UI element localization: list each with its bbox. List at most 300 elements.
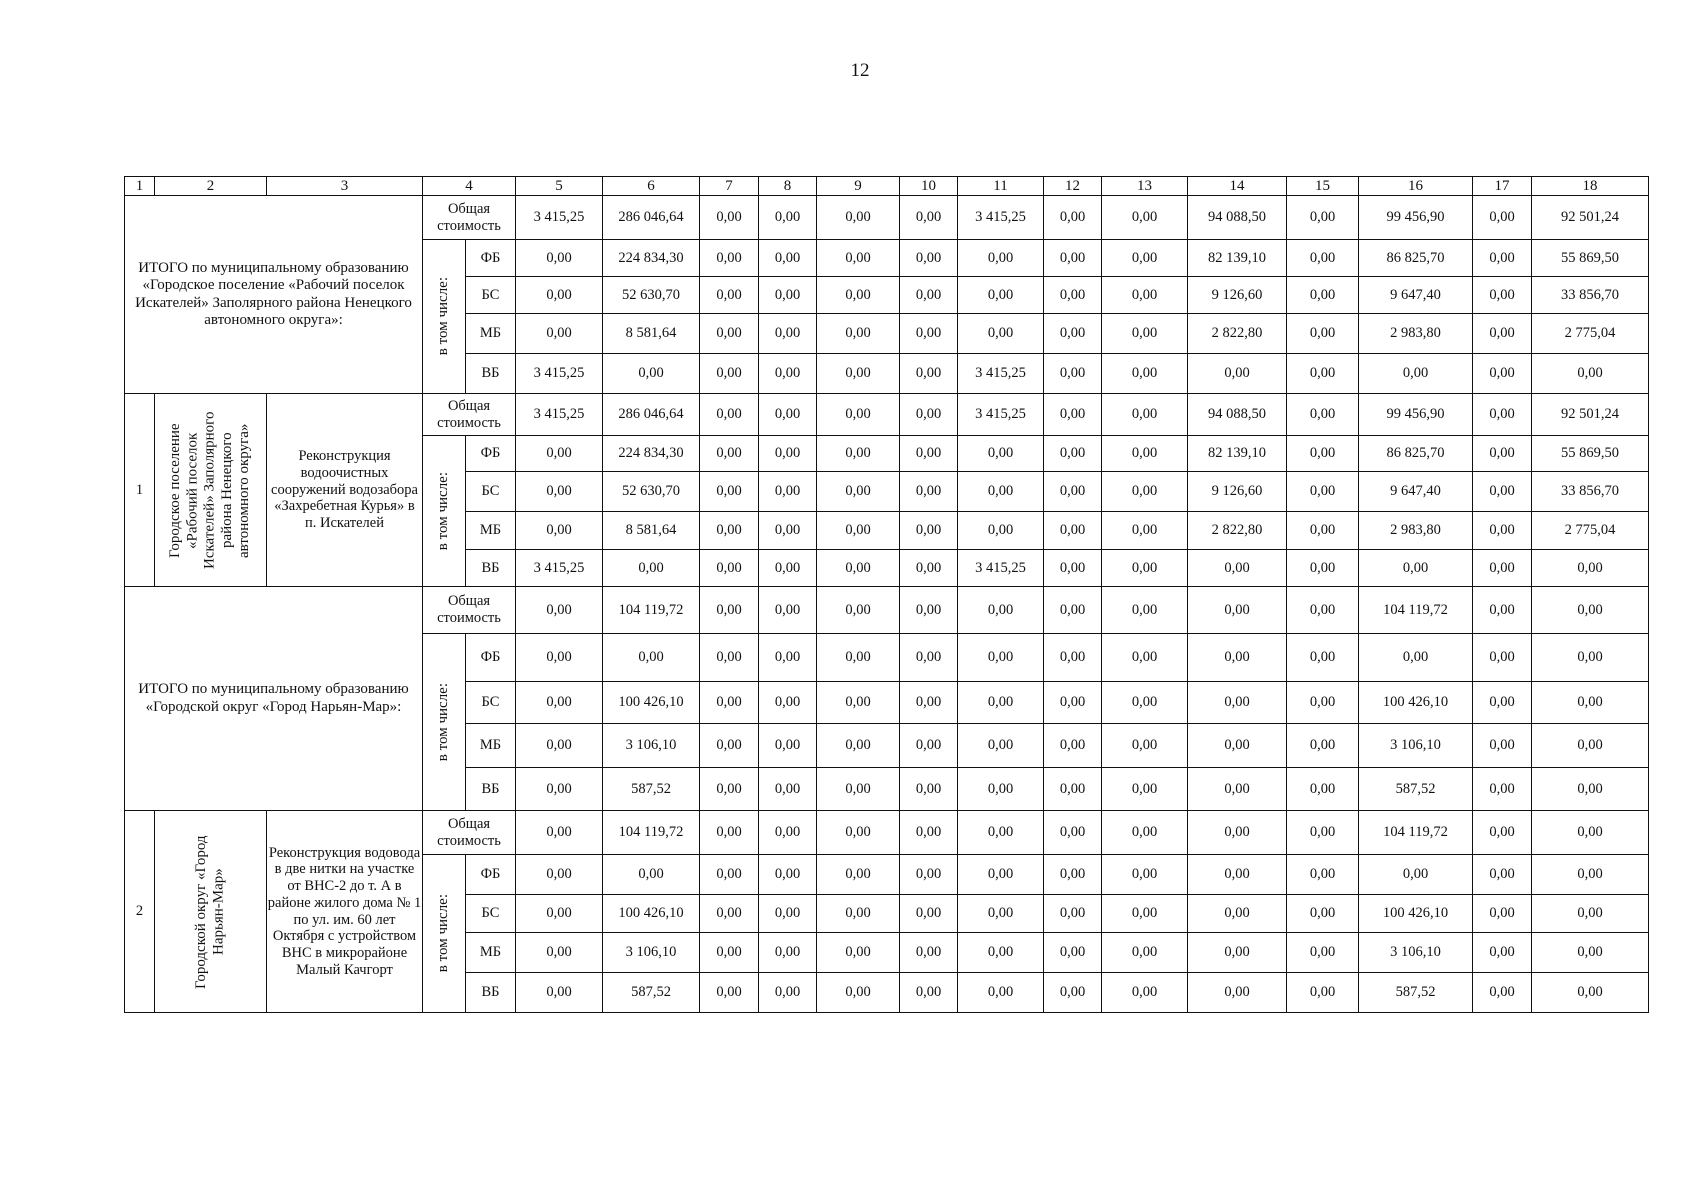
- column-number: 15: [1287, 177, 1359, 196]
- value-cell: 0,00: [1287, 973, 1359, 1013]
- value-cell: 0,00: [759, 196, 817, 240]
- value-cell: 0,00: [958, 973, 1044, 1013]
- value-cell: 0,00: [1532, 855, 1649, 895]
- value-cell: 0,00: [1532, 768, 1649, 811]
- value-cell: 0,00: [817, 354, 900, 394]
- value-cell: 0,00: [759, 768, 817, 811]
- value-cell: 100 426,10: [603, 895, 700, 933]
- column-number: 12: [1044, 177, 1102, 196]
- value-cell: 0,00: [1473, 512, 1532, 550]
- funding-source-label: ВБ: [466, 768, 516, 811]
- value-cell: 0,00: [817, 436, 900, 472]
- item-municipality: [155, 394, 267, 587]
- column-number-row: [125, 177, 1649, 196]
- value-cell: 100 426,10: [603, 682, 700, 724]
- column-number: 17: [1473, 177, 1532, 196]
- value-cell: 0,00: [1287, 472, 1359, 512]
- value-cell: 0,00: [1044, 587, 1102, 634]
- value-cell: 0,00: [1044, 724, 1102, 768]
- item-number: 2: [125, 811, 155, 1013]
- value-cell: 2 983,80: [1359, 512, 1473, 550]
- value-cell: 0,00: [700, 196, 759, 240]
- value-cell: 0,00: [1188, 550, 1287, 587]
- value-cell: 0,00: [759, 472, 817, 512]
- value-cell: 587,52: [1359, 973, 1473, 1013]
- value-cell: 0,00: [700, 314, 759, 354]
- value-cell: 0,00: [900, 973, 958, 1013]
- value-cell: 0,00: [1473, 196, 1532, 240]
- value-cell: 0,00: [1359, 634, 1473, 682]
- value-cell: 0,00: [700, 682, 759, 724]
- value-cell: 0,00: [1287, 895, 1359, 933]
- value-cell: 0,00: [900, 354, 958, 394]
- value-cell: 3 415,25: [516, 394, 603, 436]
- value-cell: 9 647,40: [1359, 277, 1473, 314]
- value-cell: 0,00: [817, 895, 900, 933]
- including-label-wrap: [423, 241, 465, 393]
- value-cell: 0,00: [900, 314, 958, 354]
- value-cell: 104 119,72: [1359, 811, 1473, 855]
- value-cell: 92 501,24: [1532, 394, 1649, 436]
- value-cell: 0,00: [1188, 768, 1287, 811]
- value-cell: 0,00: [900, 634, 958, 682]
- value-cell: 0,00: [1102, 933, 1188, 973]
- budget-table: [124, 176, 1649, 1013]
- value-cell: 0,00: [1359, 354, 1473, 394]
- value-cell: 0,00: [817, 973, 900, 1013]
- value-cell: 0,00: [1287, 933, 1359, 973]
- value-cell: 0,00: [1473, 724, 1532, 768]
- value-cell: 587,52: [603, 973, 700, 1013]
- value-cell: 0,00: [1287, 768, 1359, 811]
- value-cell: 0,00: [1473, 354, 1532, 394]
- value-cell: 0,00: [958, 277, 1044, 314]
- value-cell: 0,00: [1287, 240, 1359, 277]
- value-cell: 0,00: [1532, 895, 1649, 933]
- value-cell: 0,00: [1473, 240, 1532, 277]
- value-cell: 0,00: [1044, 240, 1102, 277]
- value-cell: 0,00: [700, 512, 759, 550]
- value-cell: 0,00: [1102, 436, 1188, 472]
- value-cell: 0,00: [603, 855, 700, 895]
- value-cell: 0,00: [759, 973, 817, 1013]
- value-cell: 0,00: [900, 895, 958, 933]
- value-cell: 3 415,25: [516, 196, 603, 240]
- value-cell: 0,00: [817, 682, 900, 724]
- value-cell: 0,00: [900, 811, 958, 855]
- item-description: Реконструкция водовода в две нитки на участке от ВНС-2 до т. А в районе жилого дома № 1 по ул. им. 60 лет Октября с устройством ВНС в микрорайоне Малый Качгорт: [267, 811, 423, 1013]
- value-cell: 0,00: [700, 277, 759, 314]
- value-cell: 99 456,90: [1359, 196, 1473, 240]
- value-cell: 0,00: [603, 354, 700, 394]
- value-cell: 0,00: [700, 436, 759, 472]
- budget-table-body: [125, 177, 1649, 1013]
- value-cell: 0,00: [900, 933, 958, 973]
- value-cell: 0,00: [1044, 634, 1102, 682]
- value-cell: 92 501,24: [1532, 196, 1649, 240]
- value-cell: 0,00: [700, 394, 759, 436]
- value-cell: 286 046,64: [603, 196, 700, 240]
- value-cell: 0,00: [817, 277, 900, 314]
- value-cell: 3 415,25: [958, 354, 1044, 394]
- value-cell: 2 822,80: [1188, 314, 1287, 354]
- column-number: 2: [155, 177, 267, 196]
- value-cell: 0,00: [1102, 394, 1188, 436]
- value-cell: 0,00: [516, 855, 603, 895]
- item-description: Реконструкция водоочистных сооружений водозабора «Захребетная Курья» в п. Искателей: [267, 394, 423, 587]
- value-cell: 0,00: [1102, 196, 1188, 240]
- value-cell: 0,00: [900, 768, 958, 811]
- value-cell: 0,00: [516, 587, 603, 634]
- value-cell: 3 415,25: [958, 394, 1044, 436]
- value-cell: 0,00: [516, 724, 603, 768]
- value-cell: 100 426,10: [1359, 895, 1473, 933]
- value-cell: 0,00: [1044, 682, 1102, 724]
- value-cell: 3 106,10: [1359, 724, 1473, 768]
- item-municipality-text: Городское поселение «Рабочий поселок Искателей» Заполярного района Ненецкого автономного округа»: [167, 411, 253, 569]
- value-cell: 0,00: [1287, 811, 1359, 855]
- value-cell: 0,00: [1102, 550, 1188, 587]
- value-cell: 0,00: [1532, 682, 1649, 724]
- funding-source-label: ФБ: [466, 634, 516, 682]
- column-number: 16: [1359, 177, 1473, 196]
- value-cell: 0,00: [1188, 973, 1287, 1013]
- value-cell: 0,00: [817, 512, 900, 550]
- value-cell: 0,00: [700, 855, 759, 895]
- value-cell: 55 869,50: [1532, 436, 1649, 472]
- value-cell: 587,52: [1359, 768, 1473, 811]
- value-cell: 0,00: [759, 277, 817, 314]
- value-cell: 0,00: [1287, 634, 1359, 682]
- item-municipality: [155, 811, 267, 1013]
- value-cell: 0,00: [1473, 394, 1532, 436]
- value-cell: 9 126,60: [1188, 277, 1287, 314]
- value-cell: 0,00: [516, 933, 603, 973]
- value-cell: 55 869,50: [1532, 240, 1649, 277]
- funding-source-label: ФБ: [466, 240, 516, 277]
- column-number: 9: [817, 177, 900, 196]
- value-cell: 0,00: [958, 436, 1044, 472]
- value-cell: 587,52: [603, 768, 700, 811]
- including-label-text: в том числе:: [435, 682, 452, 762]
- value-cell: 0,00: [1188, 855, 1287, 895]
- value-cell: 0,00: [700, 587, 759, 634]
- value-cell: 82 139,10: [1188, 436, 1287, 472]
- value-cell: 0,00: [603, 634, 700, 682]
- value-cell: 0,00: [1287, 196, 1359, 240]
- value-cell: 0,00: [1287, 587, 1359, 634]
- value-cell: 0,00: [1102, 240, 1188, 277]
- value-cell: 8 581,64: [603, 314, 700, 354]
- value-cell: 0,00: [1287, 682, 1359, 724]
- value-cell: 0,00: [958, 855, 1044, 895]
- value-cell: 0,00: [958, 895, 1044, 933]
- value-cell: 0,00: [1473, 314, 1532, 354]
- value-cell: 0,00: [1102, 512, 1188, 550]
- value-cell: 0,00: [1102, 811, 1188, 855]
- value-cell: 0,00: [759, 587, 817, 634]
- value-cell: 0,00: [1102, 973, 1188, 1013]
- value-cell: 0,00: [759, 682, 817, 724]
- value-cell: 0,00: [1044, 436, 1102, 472]
- funding-source-label: ВБ: [466, 354, 516, 394]
- total-cost-label: Общая стоимость: [423, 196, 516, 240]
- value-cell: 0,00: [1532, 634, 1649, 682]
- value-cell: 0,00: [1188, 634, 1287, 682]
- funding-source-label: ВБ: [466, 973, 516, 1013]
- total-row: [125, 587, 1649, 634]
- column-number: 5: [516, 177, 603, 196]
- value-cell: 0,00: [700, 724, 759, 768]
- value-cell: 0,00: [817, 472, 900, 512]
- value-cell: 0,00: [1044, 196, 1102, 240]
- value-cell: 0,00: [1102, 895, 1188, 933]
- value-cell: 0,00: [1188, 587, 1287, 634]
- value-cell: 0,00: [1188, 354, 1287, 394]
- value-cell: 0,00: [900, 472, 958, 512]
- value-cell: 0,00: [700, 768, 759, 811]
- value-cell: 0,00: [1044, 933, 1102, 973]
- value-cell: 0,00: [1287, 550, 1359, 587]
- value-cell: 0,00: [516, 634, 603, 682]
- value-cell: 0,00: [516, 811, 603, 855]
- funding-source-label: ФБ: [466, 436, 516, 472]
- funding-source-label: МБ: [466, 314, 516, 354]
- value-cell: 0,00: [516, 512, 603, 550]
- value-cell: 0,00: [1044, 277, 1102, 314]
- value-cell: 0,00: [1473, 472, 1532, 512]
- value-cell: 0,00: [958, 724, 1044, 768]
- value-cell: 0,00: [817, 724, 900, 768]
- value-cell: 0,00: [516, 277, 603, 314]
- value-cell: 0,00: [1473, 895, 1532, 933]
- value-cell: 0,00: [958, 634, 1044, 682]
- value-cell: 0,00: [1473, 634, 1532, 682]
- total-cost-label: Общая стоимость: [423, 811, 516, 855]
- value-cell: 94 088,50: [1188, 394, 1287, 436]
- value-cell: 0,00: [1287, 855, 1359, 895]
- value-cell: 104 119,72: [603, 811, 700, 855]
- column-number: 13: [1102, 177, 1188, 196]
- including-label-wrap: [423, 635, 465, 810]
- value-cell: 0,00: [1473, 768, 1532, 811]
- value-cell: 0,00: [1044, 811, 1102, 855]
- value-cell: 0,00: [700, 550, 759, 587]
- including-label-text: в том числе:: [435, 277, 452, 356]
- value-cell: 0,00: [759, 240, 817, 277]
- value-cell: 0,00: [1102, 768, 1188, 811]
- value-cell: 0,00: [1287, 724, 1359, 768]
- value-cell: 0,00: [759, 724, 817, 768]
- column-number: 14: [1188, 177, 1287, 196]
- value-cell: 0,00: [1473, 550, 1532, 587]
- value-cell: 0,00: [759, 895, 817, 933]
- value-cell: 104 119,72: [603, 587, 700, 634]
- value-cell: 0,00: [1044, 394, 1102, 436]
- value-cell: 0,00: [516, 895, 603, 933]
- value-cell: 0,00: [817, 587, 900, 634]
- funding-source-label: МБ: [466, 933, 516, 973]
- value-cell: 0,00: [1102, 314, 1188, 354]
- value-cell: 0,00: [1188, 682, 1287, 724]
- value-cell: 94 088,50: [1188, 196, 1287, 240]
- value-cell: 0,00: [900, 724, 958, 768]
- value-cell: 3 106,10: [603, 933, 700, 973]
- value-cell: 2 775,04: [1532, 314, 1649, 354]
- value-cell: 0,00: [1044, 472, 1102, 512]
- funding-source-label: БС: [466, 472, 516, 512]
- value-cell: 0,00: [700, 811, 759, 855]
- value-cell: 0,00: [1359, 855, 1473, 895]
- including-label-text: в том числе:: [435, 894, 452, 973]
- column-number: 1: [125, 177, 155, 196]
- value-cell: 0,00: [900, 855, 958, 895]
- column-number: 6: [603, 177, 700, 196]
- value-cell: 52 630,70: [603, 472, 700, 512]
- value-cell: 0,00: [817, 768, 900, 811]
- value-cell: 0,00: [1044, 314, 1102, 354]
- municipality-total-title: ИТОГО по муниципальному образованию «Городской округ «Город Нарьян-Мар»:: [125, 587, 423, 811]
- value-cell: 52 630,70: [603, 277, 700, 314]
- value-cell: 0,00: [1188, 811, 1287, 855]
- value-cell: 286 046,64: [603, 394, 700, 436]
- value-cell: 0,00: [516, 240, 603, 277]
- value-cell: 0,00: [1044, 855, 1102, 895]
- value-cell: 3 415,25: [958, 550, 1044, 587]
- value-cell: 3 415,25: [958, 196, 1044, 240]
- value-cell: 0,00: [1102, 855, 1188, 895]
- value-cell: 0,00: [759, 855, 817, 895]
- value-cell: 0,00: [1188, 895, 1287, 933]
- value-cell: 3 415,25: [516, 354, 603, 394]
- value-cell: 0,00: [759, 354, 817, 394]
- funding-source-label: ВБ: [466, 550, 516, 587]
- value-cell: 0,00: [817, 314, 900, 354]
- including-label: [423, 634, 466, 811]
- value-cell: 0,00: [1532, 973, 1649, 1013]
- value-cell: 82 139,10: [1188, 240, 1287, 277]
- value-cell: 0,00: [603, 550, 700, 587]
- value-cell: 0,00: [1044, 973, 1102, 1013]
- value-cell: 0,00: [1287, 512, 1359, 550]
- value-cell: 0,00: [817, 196, 900, 240]
- value-cell: 2 822,80: [1188, 512, 1287, 550]
- column-number: 11: [958, 177, 1044, 196]
- column-number: 10: [900, 177, 958, 196]
- value-cell: 0,00: [817, 240, 900, 277]
- including-label-wrap: [423, 437, 465, 586]
- value-cell: 0,00: [900, 512, 958, 550]
- value-cell: 0,00: [1287, 436, 1359, 472]
- value-cell: 2 983,80: [1359, 314, 1473, 354]
- value-cell: 0,00: [1287, 277, 1359, 314]
- value-cell: 0,00: [1102, 472, 1188, 512]
- value-cell: 8 581,64: [603, 512, 700, 550]
- value-cell: 0,00: [958, 768, 1044, 811]
- including-label-text: в том числе:: [435, 471, 452, 551]
- column-number: 3: [267, 177, 423, 196]
- value-cell: 0,00: [958, 512, 1044, 550]
- value-cell: 86 825,70: [1359, 240, 1473, 277]
- value-cell: 0,00: [700, 472, 759, 512]
- value-cell: 33 856,70: [1532, 277, 1649, 314]
- value-cell: 99 456,90: [1359, 394, 1473, 436]
- item-number: 1: [125, 394, 155, 587]
- value-cell: 0,00: [958, 811, 1044, 855]
- including-label: [423, 436, 466, 587]
- value-cell: 0,00: [1188, 933, 1287, 973]
- value-cell: 0,00: [1044, 550, 1102, 587]
- funding-source-label: БС: [466, 277, 516, 314]
- value-cell: 0,00: [516, 436, 603, 472]
- value-cell: 3 415,25: [516, 550, 603, 587]
- value-cell: 0,00: [516, 472, 603, 512]
- column-number: 7: [700, 177, 759, 196]
- value-cell: 0,00: [759, 550, 817, 587]
- value-cell: 0,00: [759, 436, 817, 472]
- value-cell: 0,00: [516, 973, 603, 1013]
- value-cell: 0,00: [817, 855, 900, 895]
- value-cell: 0,00: [759, 394, 817, 436]
- item-row: [125, 811, 1649, 855]
- value-cell: 0,00: [1044, 895, 1102, 933]
- funding-source-label: ФБ: [466, 855, 516, 895]
- value-cell: 0,00: [900, 550, 958, 587]
- value-cell: 0,00: [1473, 973, 1532, 1013]
- value-cell: 0,00: [958, 682, 1044, 724]
- value-cell: 0,00: [759, 811, 817, 855]
- value-cell: 0,00: [759, 512, 817, 550]
- column-number: 8: [759, 177, 817, 196]
- value-cell: 0,00: [1473, 587, 1532, 634]
- value-cell: 0,00: [1532, 550, 1649, 587]
- including-label-wrap: [423, 856, 465, 1012]
- value-cell: 0,00: [1532, 811, 1649, 855]
- value-cell: 0,00: [900, 240, 958, 277]
- column-number: 4: [423, 177, 516, 196]
- municipality-total-title: ИТОГО по муниципальному образованию «Городское поселение «Рабочий поселок Искателей» Заполярного района Ненецкого автономного округа»:: [125, 196, 423, 394]
- value-cell: 0,00: [1473, 436, 1532, 472]
- value-cell: 0,00: [1044, 768, 1102, 811]
- value-cell: 0,00: [958, 314, 1044, 354]
- value-cell: 0,00: [759, 634, 817, 682]
- value-cell: 0,00: [759, 933, 817, 973]
- value-cell: 0,00: [1287, 354, 1359, 394]
- value-cell: 0,00: [1102, 634, 1188, 682]
- value-cell: 0,00: [700, 240, 759, 277]
- value-cell: 3 106,10: [603, 724, 700, 768]
- total-cost-label: Общая стоимость: [423, 587, 516, 634]
- value-cell: 0,00: [1532, 587, 1649, 634]
- value-cell: 0,00: [900, 394, 958, 436]
- page-number: 12: [850, 60, 870, 81]
- value-cell: 0,00: [1102, 724, 1188, 768]
- value-cell: 0,00: [516, 682, 603, 724]
- value-cell: 0,00: [1532, 724, 1649, 768]
- value-cell: 0,00: [817, 811, 900, 855]
- value-cell: 0,00: [700, 354, 759, 394]
- value-cell: 0,00: [1102, 587, 1188, 634]
- value-cell: 33 856,70: [1532, 472, 1649, 512]
- item-municipality-text: Городской округ «Город Нарьян-Мар»: [193, 834, 227, 989]
- value-cell: 0,00: [700, 634, 759, 682]
- value-cell: 0,00: [1102, 354, 1188, 394]
- value-cell: 0,00: [1473, 277, 1532, 314]
- value-cell: 0,00: [1473, 682, 1532, 724]
- value-cell: 9 126,60: [1188, 472, 1287, 512]
- value-cell: 0,00: [1473, 933, 1532, 973]
- value-cell: 0,00: [958, 587, 1044, 634]
